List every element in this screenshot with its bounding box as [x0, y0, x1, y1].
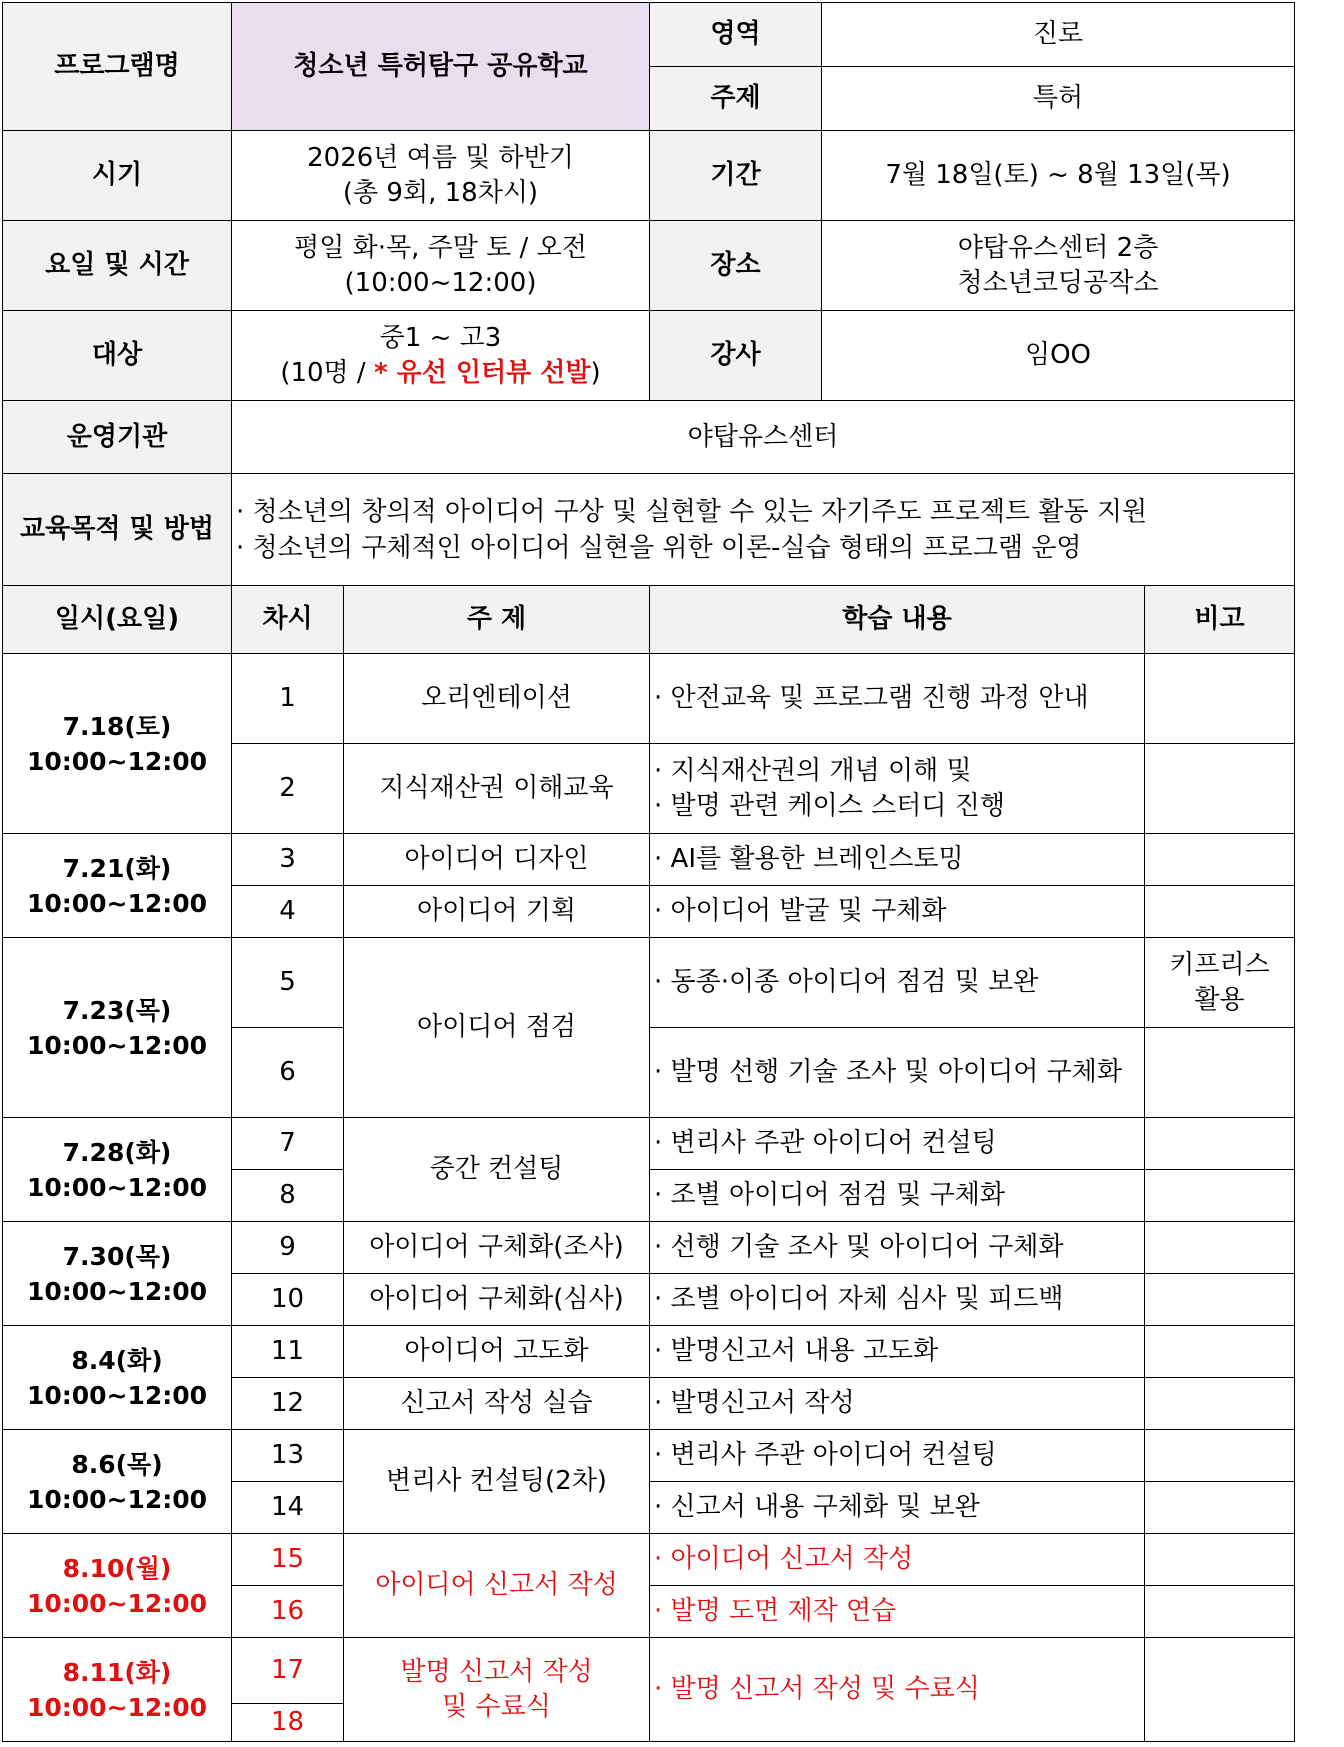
org-value: 야탑유스센터 — [232, 401, 1295, 474]
session-note — [1145, 1028, 1295, 1118]
session-note — [1145, 1274, 1295, 1326]
session-topic: 지식재산권 이해교육 — [344, 744, 650, 834]
date-time: 10:00~12:00 — [26, 1380, 208, 1410]
date-day: 7.23(목) — [62, 995, 172, 1025]
session-number: 7 — [232, 1118, 344, 1170]
date-cell — [3, 1222, 232, 1326]
session-number: 9 — [232, 1222, 344, 1274]
session-number: 10 — [232, 1274, 344, 1326]
session-content: · 동종·이종 아이디어 점검 및 보완 — [650, 938, 1145, 1028]
content-line: · 지식재산권의 개념 이해 및 — [654, 755, 972, 786]
session-note — [1145, 1430, 1295, 1482]
header-date: 일시(요일) — [3, 586, 232, 654]
session-number: 13 — [232, 1430, 344, 1482]
date-time: 10:00~12:00 — [26, 1276, 208, 1306]
place-line-2: 청소년코딩공작소 — [957, 267, 1159, 298]
program-table — [2, 2, 1295, 1742]
session-topic — [344, 1638, 650, 1742]
session-topic: 신고서 작성 실습 — [344, 1378, 650, 1430]
session-number: 3 — [232, 834, 344, 886]
session-note — [1145, 1170, 1295, 1222]
session-note — [1145, 1326, 1295, 1378]
date-cell — [3, 1638, 232, 1742]
session-number: 16 — [232, 1586, 344, 1638]
area-value: 진로 — [822, 3, 1295, 67]
session-note — [1145, 1378, 1295, 1430]
session-note — [1145, 1118, 1295, 1170]
duration-value: 7월 18일(토) ~ 8월 13일(목) — [822, 131, 1295, 221]
days-line-1: 평일 화·목, 주말 토 / 오전 — [294, 232, 587, 263]
header-note: 비고 — [1145, 586, 1295, 654]
session-content: · AI를 활용한 브레인스토밍 — [650, 834, 1145, 886]
program-name-value: 청소년 특허탐구 공유학교 — [232, 3, 650, 131]
org-label: 운영기관 — [3, 401, 232, 474]
target-close: ) — [590, 357, 601, 388]
session-note — [1145, 1534, 1295, 1586]
target-count: (10명 / — [280, 357, 374, 388]
date-day: 7.21(화) — [62, 853, 172, 883]
date-day: 8.11(화) — [62, 1657, 172, 1687]
session-note — [1145, 938, 1295, 1028]
session-number: 2 — [232, 744, 344, 834]
date-day: 7.18(토) — [62, 711, 172, 741]
date-time: 10:00~12:00 — [26, 1588, 208, 1618]
session-content: · 변리사 주관 아이디어 컨설팅 — [650, 1430, 1145, 1482]
session-content: · 발명신고서 작성 — [650, 1378, 1145, 1430]
note-line: 활용 — [1194, 984, 1245, 1015]
purpose-value — [232, 474, 1295, 586]
purpose-label: 교육목적 및 방법 — [3, 474, 232, 586]
date-time: 10:00~12:00 — [26, 888, 208, 918]
target-selection-note: * 유선 인터뷰 선발 — [373, 357, 591, 388]
session-note — [1145, 654, 1295, 744]
session-note — [1145, 1586, 1295, 1638]
date-cell — [3, 654, 232, 834]
date-cell — [3, 1326, 232, 1430]
days-label: 요일 및 시간 — [3, 221, 232, 311]
date-time: 10:00~12:00 — [26, 1172, 208, 1202]
session-number: 17 — [232, 1638, 344, 1704]
session-number: 1 — [232, 654, 344, 744]
session-topic: 아이디어 고도화 — [344, 1326, 650, 1378]
note-line: 키프리스 — [1169, 949, 1270, 980]
session-topic: 변리사 컨설팅(2차) — [344, 1430, 650, 1534]
date-time: 10:00~12:00 — [26, 1692, 208, 1722]
date-day: 8.6(목) — [71, 1449, 163, 1479]
area-label: 영역 — [650, 3, 822, 67]
date-cell — [3, 1534, 232, 1638]
session-number: 15 — [232, 1534, 344, 1586]
session-topic: 중간 컨설팅 — [344, 1118, 650, 1222]
session-content: · 선행 기술 조사 및 아이디어 구체화 — [650, 1222, 1145, 1274]
session-note — [1145, 886, 1295, 938]
place-label: 장소 — [650, 221, 822, 311]
session-topic: 아이디어 신고서 작성 — [344, 1534, 650, 1638]
date-cell — [3, 938, 232, 1118]
session-note — [1145, 744, 1295, 834]
date-time: 10:00~12:00 — [26, 1484, 208, 1514]
session-content: · 조별 아이디어 자체 심사 및 피드백 — [650, 1274, 1145, 1326]
session-number: 8 — [232, 1170, 344, 1222]
topic-line: 발명 신고서 작성 — [400, 1656, 593, 1687]
session-topic: 아이디어 디자인 — [344, 834, 650, 886]
period-line-1: 2026년 여름 및 하반기 — [307, 142, 574, 173]
days-line-2: (10:00~12:00) — [344, 267, 537, 298]
header-content: 학습 내용 — [650, 586, 1145, 654]
place-line-1: 야탑유스센터 2층 — [957, 232, 1159, 263]
session-topic: 아이디어 점검 — [344, 938, 650, 1118]
session-topic: 아이디어 구체화(조사) — [344, 1222, 650, 1274]
session-content: · 발명 도면 제작 연습 — [650, 1586, 1145, 1638]
target-line-1: 중1 ~ 고3 — [379, 322, 502, 353]
session-content: · 발명신고서 내용 고도화 — [650, 1326, 1145, 1378]
days-value — [232, 221, 650, 311]
period-line-2: (총 9회, 18차시) — [342, 177, 539, 208]
period-value — [232, 131, 650, 221]
session-number: 11 — [232, 1326, 344, 1378]
session-content: · 아이디어 발굴 및 구체화 — [650, 886, 1145, 938]
header-topic: 주 제 — [344, 586, 650, 654]
date-time: 10:00~12:00 — [26, 746, 208, 776]
date-day: 7.30(목) — [62, 1241, 172, 1271]
instructor-label: 강사 — [650, 311, 822, 401]
session-content — [650, 744, 1145, 834]
content-line: · 발명 관련 케이스 스터디 진행 — [654, 790, 1005, 821]
program-name-label: 프로그램명 — [3, 3, 232, 131]
session-content: · 발명 신고서 작성 및 수료식 — [650, 1638, 1145, 1742]
topic-line: 및 수료식 — [442, 1691, 551, 1722]
session-number: 5 — [232, 938, 344, 1028]
date-day: 8.10(월) — [62, 1553, 172, 1583]
session-content: · 변리사 주관 아이디어 컨설팅 — [650, 1118, 1145, 1170]
instructor-value: 임OO — [822, 311, 1295, 401]
header-session: 차시 — [232, 586, 344, 654]
session-content: · 발명 선행 기술 조사 및 아이디어 구체화 — [650, 1028, 1145, 1118]
purpose-line-1: · 청소년의 창의적 아이디어 구상 및 실현할 수 있는 자기주도 프로젝트 활동 지원 — [236, 496, 1148, 527]
session-number: 18 — [232, 1704, 344, 1742]
session-content: · 조별 아이디어 점검 및 구체화 — [650, 1170, 1145, 1222]
session-note — [1145, 1482, 1295, 1534]
date-cell — [3, 1430, 232, 1534]
purpose-line-2: · 청소년의 구체적인 아이디어 실현을 위한 이론-실습 형태의 프로그램 운영 — [236, 532, 1082, 563]
session-content: · 안전교육 및 프로그램 진행 과정 안내 — [650, 654, 1145, 744]
topic-label: 주제 — [650, 67, 822, 131]
target-line-2 — [232, 356, 649, 391]
session-note — [1145, 1222, 1295, 1274]
date-time: 10:00~12:00 — [26, 1030, 208, 1060]
session-topic: 아이디어 구체화(심사) — [344, 1274, 650, 1326]
place-value — [822, 221, 1295, 311]
session-number: 4 — [232, 886, 344, 938]
duration-label: 기간 — [650, 131, 822, 221]
date-day: 7.28(화) — [62, 1137, 172, 1167]
session-number: 12 — [232, 1378, 344, 1430]
session-topic: 아이디어 기획 — [344, 886, 650, 938]
date-cell — [3, 1118, 232, 1222]
session-note — [1145, 834, 1295, 886]
session-content: · 아이디어 신고서 작성 — [650, 1534, 1145, 1586]
topic-value: 특허 — [822, 67, 1295, 131]
target-value — [232, 311, 650, 401]
period-label: 시기 — [3, 131, 232, 221]
session-number: 6 — [232, 1028, 344, 1118]
target-label: 대상 — [3, 311, 232, 401]
date-cell — [3, 834, 232, 938]
date-day: 8.4(화) — [71, 1345, 163, 1375]
session-note — [1145, 1638, 1295, 1742]
session-topic: 오리엔테이션 — [344, 654, 650, 744]
session-content: · 신고서 내용 구체화 및 보완 — [650, 1482, 1145, 1534]
session-number: 14 — [232, 1482, 344, 1534]
